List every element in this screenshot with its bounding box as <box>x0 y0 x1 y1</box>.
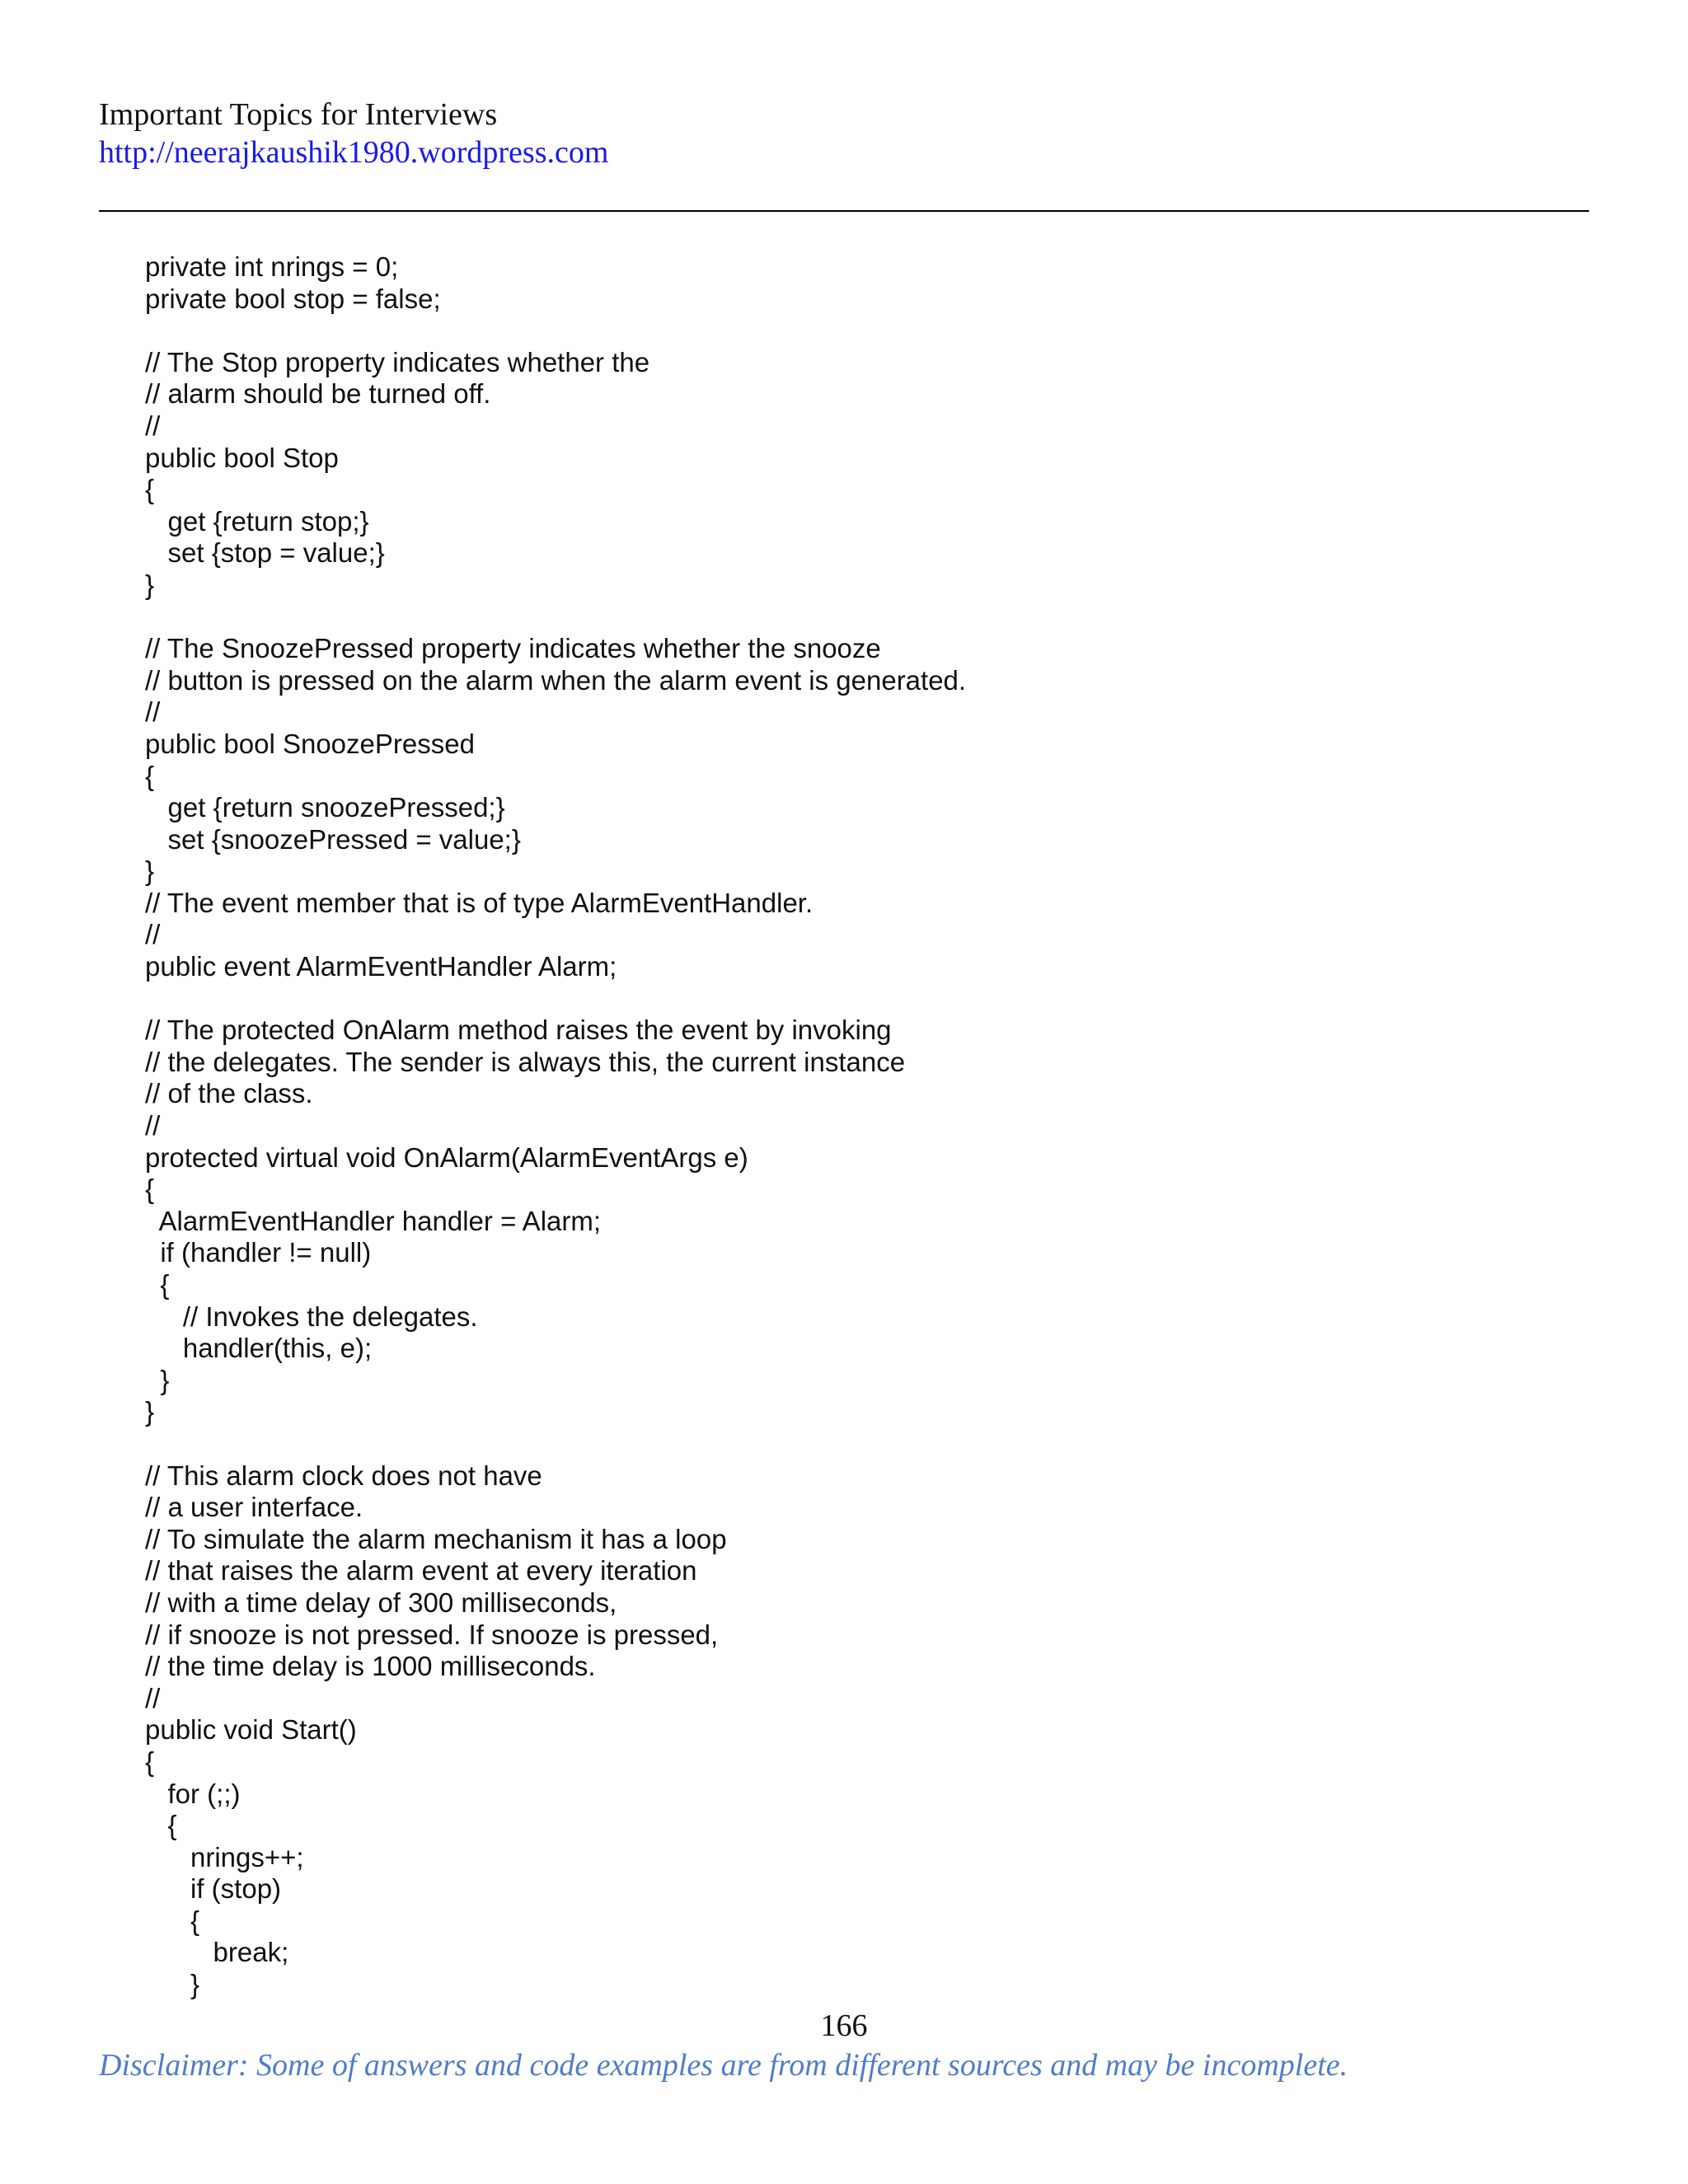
code-line: // The Stop property indicates whether the <box>145 346 650 377</box>
code-line: // <box>145 410 161 441</box>
code-line: public void Start() <box>145 1714 357 1746</box>
code-line: // button is pressed on the alarm when the alarm event is generated. <box>145 664 967 696</box>
code-line: // of the class. <box>145 1078 313 1109</box>
code-listing <box>145 251 966 2001</box>
code-line: // The protected OnAlarm method raises the event by invoking <box>145 1015 892 1046</box>
code-line: // The SnoozePressed property indicates whether the snooze <box>145 633 881 664</box>
header-url-link[interactable]: http://neerajkaushik1980.wordpress.com <box>99 135 609 170</box>
code-line: } <box>145 1969 200 2000</box>
code-line: { <box>145 1746 155 1777</box>
code-line: } <box>145 569 155 600</box>
code-line: { <box>145 1269 170 1300</box>
code-line: { <box>145 1810 177 1841</box>
code-line: get {return snoozePressed;} <box>145 792 505 823</box>
code-line: // alarm should be turned off. <box>145 378 491 410</box>
code-line: get {return stop;} <box>145 505 369 537</box>
page-header <box>99 96 608 171</box>
page-number: 166 <box>820 2008 868 2043</box>
code-line: public bool SnoozePressed <box>145 728 475 759</box>
code-line: { <box>145 760 155 791</box>
code-line: // that raises the alarm event at every iteration <box>145 1555 697 1586</box>
code-line: break; <box>145 1937 289 1968</box>
code-line: { <box>145 1905 200 1936</box>
code-line: { <box>145 1174 155 1205</box>
disclaimer-text: Disclaimer: Some of answers and code examples are from different sources and may be incomplete. <box>99 2048 1348 2083</box>
code-line: set {snoozePressed = value;} <box>145 823 521 855</box>
code-line: // if snooze is not pressed. If snooze is pressed, <box>145 1619 719 1650</box>
code-line: public bool Stop <box>145 442 339 473</box>
code-line: // This alarm clock does not have <box>145 1460 542 1491</box>
code-line: // <box>145 1110 161 1141</box>
code-line: handler(this, e); <box>145 1333 373 1364</box>
code-line: private int nrings = 0; <box>145 251 399 282</box>
code-line: // <box>145 696 161 728</box>
code-line: // with a time delay of 300 milliseconds, <box>145 1586 617 1618</box>
code-line: AlarmEventHandler handler = Alarm; <box>145 1205 602 1236</box>
code-line: public event AlarmEventHandler Alarm; <box>145 951 617 982</box>
code-line: // To simulate the alarm mechanism it has a loop <box>145 1523 727 1554</box>
code-line: // <box>145 1682 161 1713</box>
code-line: for (;;) <box>145 1778 241 1809</box>
code-line: // <box>145 919 161 950</box>
document-title: Important Topics for Interviews <box>99 97 498 132</box>
code-line: // Invokes the delegates. <box>145 1301 478 1332</box>
code-line: private bool stop = false; <box>145 283 441 314</box>
code-line: if (handler != null) <box>145 1237 372 1268</box>
code-line: // the delegates. The sender is always this, the current instance <box>145 1046 906 1077</box>
code-line: set {stop = value;} <box>145 537 385 569</box>
code-line: } <box>145 855 155 887</box>
code-line: } <box>145 1364 170 1395</box>
code-line: // a user interface. <box>145 1492 363 1523</box>
code-line: // the time delay is 1000 milliseconds. <box>145 1651 596 1682</box>
code-line: nrings++; <box>145 1841 304 1872</box>
code-line: { <box>145 474 155 505</box>
code-line: if (stop) <box>145 1873 282 1905</box>
header-divider <box>99 210 1589 212</box>
code-line: } <box>145 1396 155 1427</box>
code-line: protected virtual void OnAlarm(AlarmEventArgs e) <box>145 1141 748 1173</box>
code-line: // The event member that is of type AlarmEventHandler. <box>145 887 814 918</box>
